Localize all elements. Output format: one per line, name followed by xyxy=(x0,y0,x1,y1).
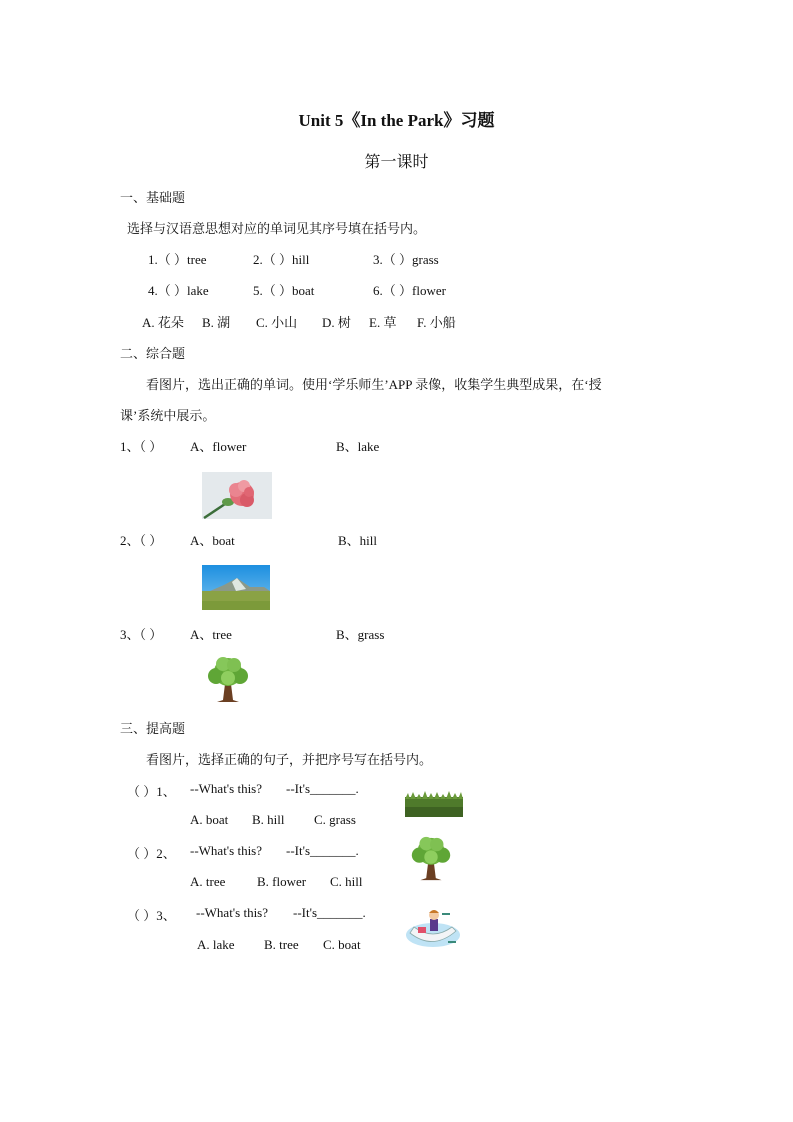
match-item-6: 6.（ ）flower xyxy=(373,283,446,298)
s3-question-1-answer: --It's_______. xyxy=(286,781,359,796)
tree-image-2 xyxy=(407,833,455,883)
s3-question-3-prefix: （ ）3、 xyxy=(127,908,176,923)
section3-instruction: 看图片，选择正确的句子，并把序号写在括号内。 xyxy=(146,752,433,767)
s3-question-2-option-c: C. hill xyxy=(330,874,363,889)
s3-question-2-option-b: B. flower xyxy=(257,874,307,889)
s3-question-2-option-a: A. tree xyxy=(190,874,226,889)
s3-question-3-text: --What's this? xyxy=(196,905,269,920)
s3-question-1-prefix: （ ）1、 xyxy=(127,784,176,799)
s3-question-3-option-c: C. boat xyxy=(323,937,361,952)
match-item-1: 1.（ ）tree xyxy=(148,252,207,267)
s2-question-3-number: 3、（ ） xyxy=(120,627,163,642)
s2-question-2-number: 2、（ ） xyxy=(120,533,163,548)
s3-question-1-option-b: B. hill xyxy=(252,812,285,827)
page-title: Unit 5《In the Park》习题 xyxy=(298,111,495,130)
section3-heading: 三、提高题 xyxy=(120,721,186,736)
match-item-3: 3.（ ）grass xyxy=(373,252,439,267)
option-e: E. 草 xyxy=(369,315,397,330)
s3-question-2-prefix: （ ）2、 xyxy=(127,846,176,861)
section2-heading: 二、综合题 xyxy=(120,346,186,361)
s2-question-3-option-a: A、tree xyxy=(190,627,232,642)
s2-question-1-option-b: B、lake xyxy=(336,439,380,454)
section1-instruction: 选择与汉语意思想对应的单词见其序号填在括号内。 xyxy=(127,221,427,236)
grass-image xyxy=(405,791,463,817)
s3-question-1-text: --What's this? xyxy=(190,781,263,796)
s3-question-1-option-a: A. boat xyxy=(190,812,229,827)
tree-image xyxy=(203,654,253,704)
section2-instruction-line2: 课’系统中展示。 xyxy=(120,408,216,423)
option-c: C. 小山 xyxy=(256,315,298,330)
section1-heading: 一、基础题 xyxy=(120,190,186,205)
hill-image xyxy=(202,565,270,610)
s3-question-2-answer: --It's_______. xyxy=(286,843,359,858)
s3-question-1-option-c: C. grass xyxy=(314,812,356,827)
option-b: B. 湖 xyxy=(202,315,231,330)
match-item-2: 2.（ ）hill xyxy=(253,252,310,267)
match-item-4: 4.（ ）lake xyxy=(148,283,209,298)
flower-image xyxy=(202,472,272,519)
option-a: A. 花朵 xyxy=(142,315,184,330)
option-f: F. 小船 xyxy=(417,315,456,330)
s3-question-3-answer: --It's_______. xyxy=(293,905,366,920)
section2-instruction-line1: 看图片，选出正确的单词。使用‘学乐师生’APP 录像，收集学生典型成果，在‘授 xyxy=(146,377,602,392)
s2-question-2-option-b: B、hill xyxy=(338,533,378,548)
s2-question-2-option-a: A、boat xyxy=(190,533,235,548)
boat-image xyxy=(404,905,462,949)
option-d: D. 树 xyxy=(322,315,351,330)
s3-question-3-option-b: B. tree xyxy=(264,937,299,952)
s2-question-3-option-b: B、grass xyxy=(336,627,385,642)
lesson-subtitle: 第一课时 xyxy=(364,154,429,171)
s3-question-2-text: --What's this? xyxy=(190,843,263,858)
match-item-5: 5.（ ）boat xyxy=(253,283,315,298)
s2-question-1-number: 1、（ ） xyxy=(120,439,163,454)
s2-question-1-option-a: A、flower xyxy=(190,439,247,454)
s3-question-3-option-a: A. lake xyxy=(197,937,235,952)
